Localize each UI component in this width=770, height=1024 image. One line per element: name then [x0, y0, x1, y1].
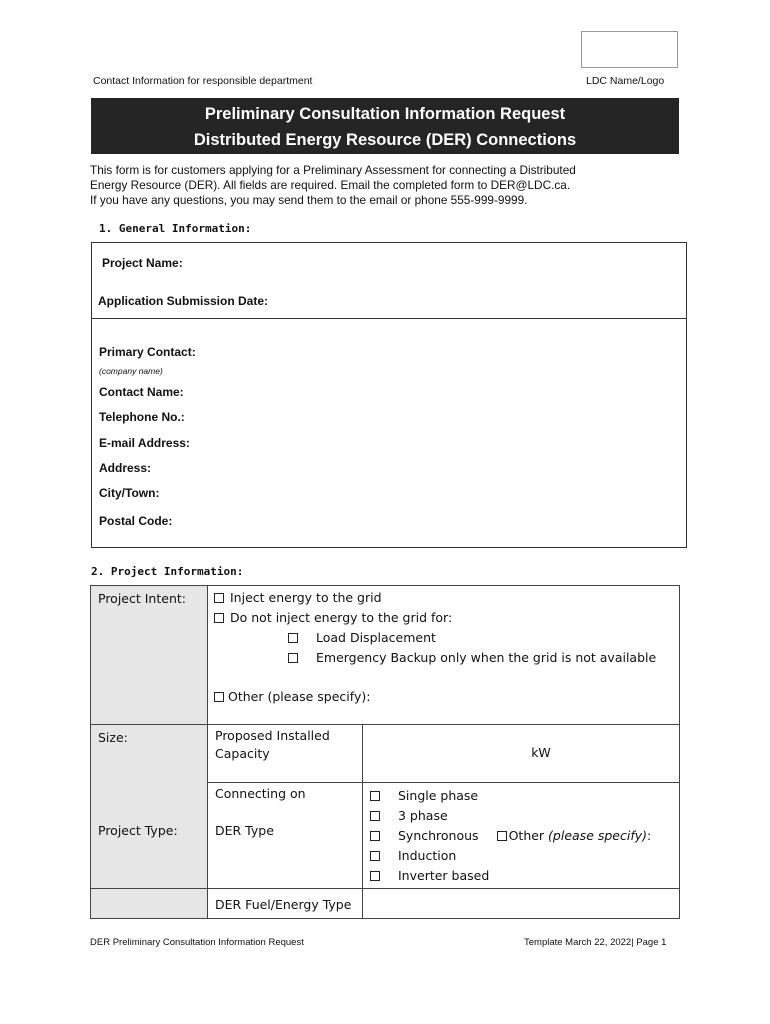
other-type-colon: :	[647, 828, 652, 843]
city-label: City/Town:	[99, 486, 160, 500]
capacity-line-2: Capacity	[215, 746, 270, 761]
project-intent-cell	[91, 586, 208, 725]
inverter-checkbox[interactable]	[370, 871, 380, 881]
title-banner	[91, 98, 679, 154]
fuel-type-label: DER Fuel/Energy Type	[215, 897, 352, 912]
project-intent-label: Project Intent:	[98, 591, 186, 606]
synchronous-label: Synchronous	[398, 828, 479, 843]
project-intent-options	[208, 586, 680, 725]
intro-line-1: This form is for customers applying for a Preliminary Assessment for connecting a Distributed	[90, 163, 576, 177]
table-row	[91, 889, 680, 919]
contact-name-label: Contact Name:	[99, 385, 184, 399]
footer-title: DER Preliminary Consultation Information Request	[90, 937, 304, 948]
project-info-table	[90, 585, 680, 919]
capacity-line-1: Proposed Installed	[215, 728, 330, 743]
table-row	[91, 586, 680, 725]
no-inject-checkbox[interactable]	[214, 613, 224, 623]
postal-code-label: Postal Code:	[99, 514, 173, 528]
address-label: Address:	[99, 461, 152, 475]
intro-line-3: If you have any questions, you may send them to the email or phone 555-999-9999.	[90, 193, 528, 207]
size-label: Size:	[98, 730, 128, 745]
title-line-1: Preliminary Consultation Information Request	[204, 105, 566, 123]
fuel-type-cell	[208, 889, 363, 919]
connecting-on-label: Connecting on	[215, 786, 306, 801]
company-name-note: (company name)	[99, 366, 163, 376]
connecting-on-cell	[208, 783, 363, 823]
induction-label: Induction	[398, 848, 457, 863]
induction-checkbox[interactable]	[370, 851, 380, 861]
general-info-divider	[91, 318, 687, 319]
three-phase-label: 3 phase	[398, 808, 448, 823]
section-2-heading: 2. Project Information:	[91, 565, 244, 578]
primary-contact-label: Primary Contact:	[99, 345, 196, 359]
three-phase-checkbox[interactable]	[370, 811, 380, 821]
intro-paragraph	[90, 163, 680, 208]
no-inject-label: Do not inject energy to the grid for:	[230, 610, 453, 625]
size-cell	[91, 725, 208, 823]
fuel-type-value-cell[interactable]	[363, 889, 680, 919]
table-row	[91, 725, 680, 783]
single-phase-label: Single phase	[398, 788, 479, 803]
other-type-checkbox[interactable]	[497, 831, 507, 841]
kw-unit: kW	[531, 745, 551, 760]
footer-page-info: Template March 22, 2022| Page 1	[524, 937, 667, 948]
connection-and-type-options	[363, 783, 680, 889]
project-type-label: Project Type:	[98, 822, 178, 838]
project-name-label: Project Name:	[102, 256, 183, 270]
load-displacement-label: Load Displacement	[316, 630, 436, 645]
submission-date-label: Application Submission Date:	[98, 294, 269, 308]
other-intent-checkbox[interactable]	[214, 692, 224, 702]
other-intent-label: Other (please specify):	[228, 689, 371, 704]
title-line-2: Distributed Energy Resource (DER) Connections	[193, 131, 577, 149]
capacity-cell	[208, 725, 363, 783]
der-type-cell	[208, 823, 363, 889]
der-type-label: DER Type	[215, 822, 274, 838]
intro-line-2: Energy Resource (DER). All fields are required. Email the completed form to DER@LDC.ca.	[90, 178, 571, 192]
synchronous-checkbox[interactable]	[370, 831, 380, 841]
inverter-label: Inverter based	[398, 868, 490, 883]
project-type-cell	[91, 823, 208, 889]
email-label: E-mail Address:	[99, 436, 190, 450]
other-type-label: Other	[508, 828, 549, 843]
other-type-note: (please specify)	[548, 828, 648, 843]
header-contact-info: Contact Information for responsible department	[93, 75, 313, 87]
single-phase-checkbox[interactable]	[370, 791, 380, 801]
section-1-heading: 1. General Information:	[99, 222, 252, 235]
logo-placeholder-box	[581, 31, 678, 68]
telephone-label: Telephone No.:	[99, 410, 185, 424]
capacity-value-cell[interactable]	[363, 725, 680, 783]
emergency-backup-label: Emergency Backup only when the grid is not available	[316, 650, 657, 665]
header-logo-label: LDC Name/Logo	[586, 75, 665, 87]
load-displacement-checkbox[interactable]	[288, 633, 298, 643]
inject-label: Inject energy to the grid	[230, 590, 382, 605]
inject-checkbox[interactable]	[214, 593, 224, 603]
emergency-backup-checkbox[interactable]	[288, 653, 298, 663]
fuel-type-blank-cell	[91, 889, 208, 919]
